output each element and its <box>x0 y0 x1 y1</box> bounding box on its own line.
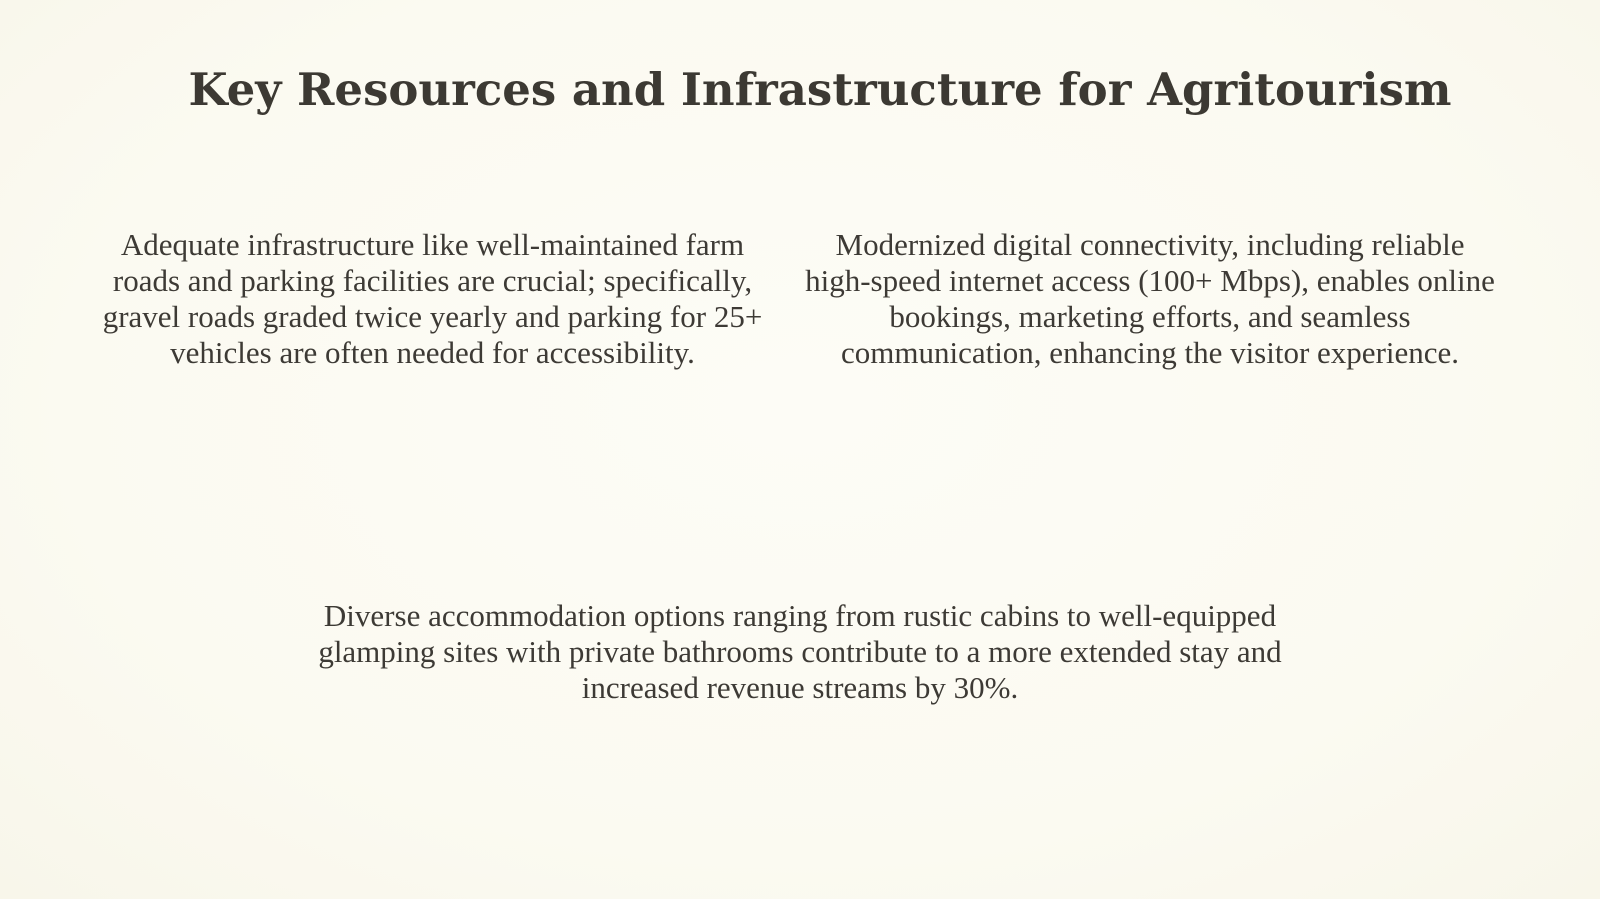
infrastructure-roads-text: Adequate infrastructure like well-maintained farm roads and parking facilities are crucial; specifically, gravel roads graded twice yearly and parking for 25+ vehicles are often needed for accessibility. <box>102 227 763 370</box>
accommodation-options-text: Diverse accommodation options ranging from rustic cabins to well-equipped glamping sites with private bathrooms contribute to a more extended stay and increased revenue streams by 30%. <box>318 598 1282 705</box>
slide-title: Key Resources and Infrastructure for Agritourism <box>188 63 1452 116</box>
digital-connectivity-text: Modernized digital connectivity, including reliable high-speed internet access (100+ Mbps), enables online bookings, marketing efforts, and seamless communication, enhancing the visitor experience. <box>805 227 1495 370</box>
